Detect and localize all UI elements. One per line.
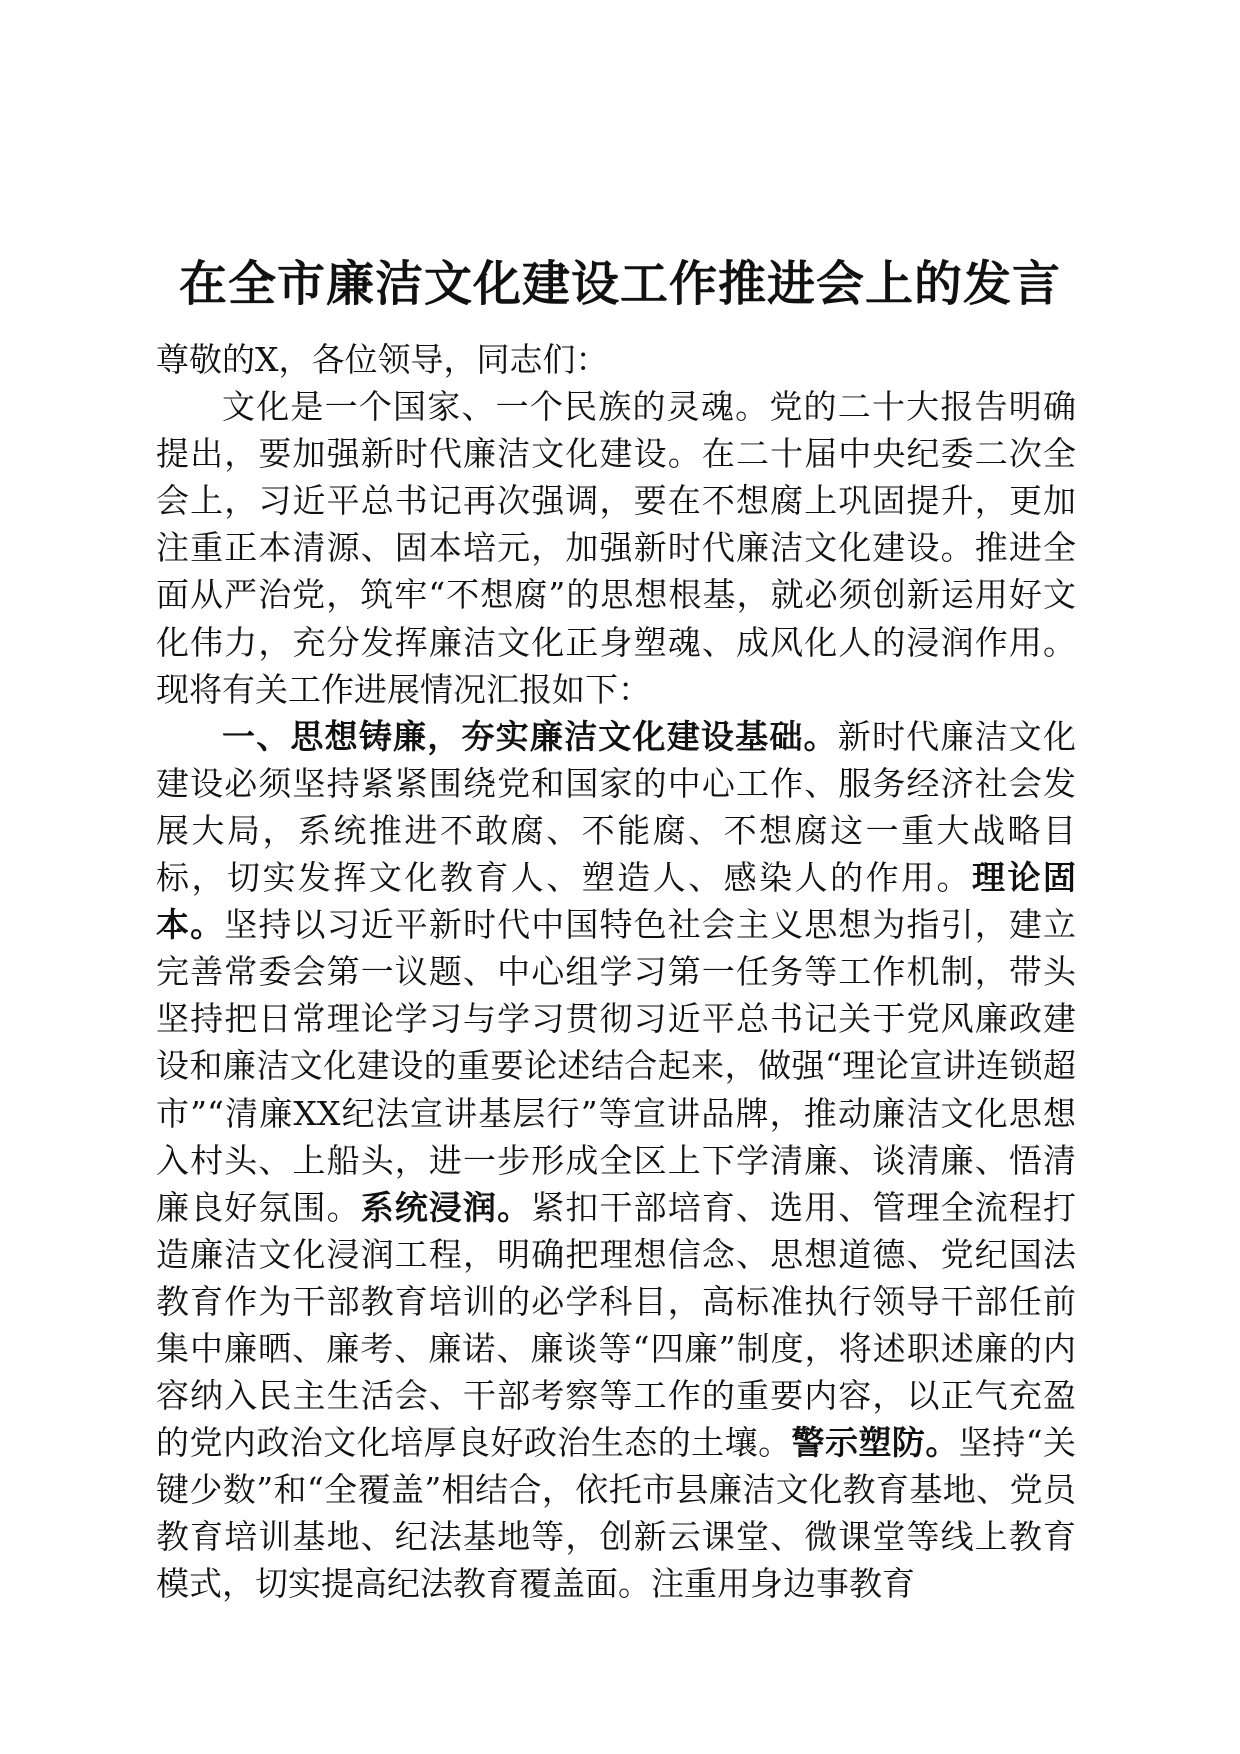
point-3-text: 坚持“关键少数”和“全覆盖”相结合，依托市县廉洁文化教育基地、党员教育培训基地、纪法基地等，创新云课堂、微课堂等线上教育模式，切实提高纪法教育覆盖面。注重用身边事教育 [156,1423,1077,1604]
point-3-title: 警示塑防。 [791,1423,959,1463]
point-2-title: 系统浸润。 [360,1187,532,1227]
point-2-text: 紧扣干部培育、选用、管理全流程打造廉洁文化浸润工程，明确把理想信念、思想道德、党纪国法教育作为干部教育培训的必学科目，高标准执行领导干部任前集中廉晒、廉考、廉诺、廉谈等“四廉”制度，将述职述廉的内容纳入民主生活会、干部考察等工作的重要内容，以正气充盈的党内政治文化培厚良好政治生态的土壤。 [156,1187,1077,1463]
point-1-title: 理论固本。 [156,858,1077,945]
section-1-paragraph [156,713,1076,1608]
point-1-text: 坚持以习近平新时代中国特色社会主义思想为指引，建立完善常委会第一议题、中心组学习第一任务等工作机制，带头坚持把日常理论学习与学习贯彻习近平总书记关于党风廉政建设和廉洁文化建设的重要论述结合起来，做强“理论宣讲连锁超市”“清廉XX纪法宣讲基层行”等宣讲品牌，推动廉洁文化思想入村头、上船头，进一步形成全区上下学清廉、谈清廉、悟清廉良好氛围。 [156,905,1077,1227]
section-1-lead: 新时代廉洁文化建设必须坚持紧紧围绕党和国家的中心工作、服务经济社会发展大局，系统推进不敢腐、不能腐、不想腐这一重大战略目标，切实发挥文化教育人、塑造人、感染人的作用。 [156,716,1077,898]
document-body [156,336,1076,1608]
intro-paragraph: 文化是一个国家、一个民族的灵魂。党的二十大报告明确提出，要加强新时代廉洁文化建设。在二十届中央纪委二次全会上，习近平总书记再次强调，要在不想腐上巩固提升，更加注重正本清源、固本培元，加强新时代廉洁文化建设。推进全面从严治党，筑牢“不想腐”的思想根基，就必须创新运用好文化伟力，充分发挥廉洁文化正身塑魂、成风化人的浸润作用。现将有关工作进展情况汇报如下： [156,387,1076,709]
section-1-heading: 一、思想铸廉，夯实廉洁文化建设基础。 [222,716,838,756]
salutation: 尊敬的X，各位领导，同志们： [156,340,609,379]
document-title: 在全市廉洁文化建设工作推进会上的发言 [178,256,1061,312]
